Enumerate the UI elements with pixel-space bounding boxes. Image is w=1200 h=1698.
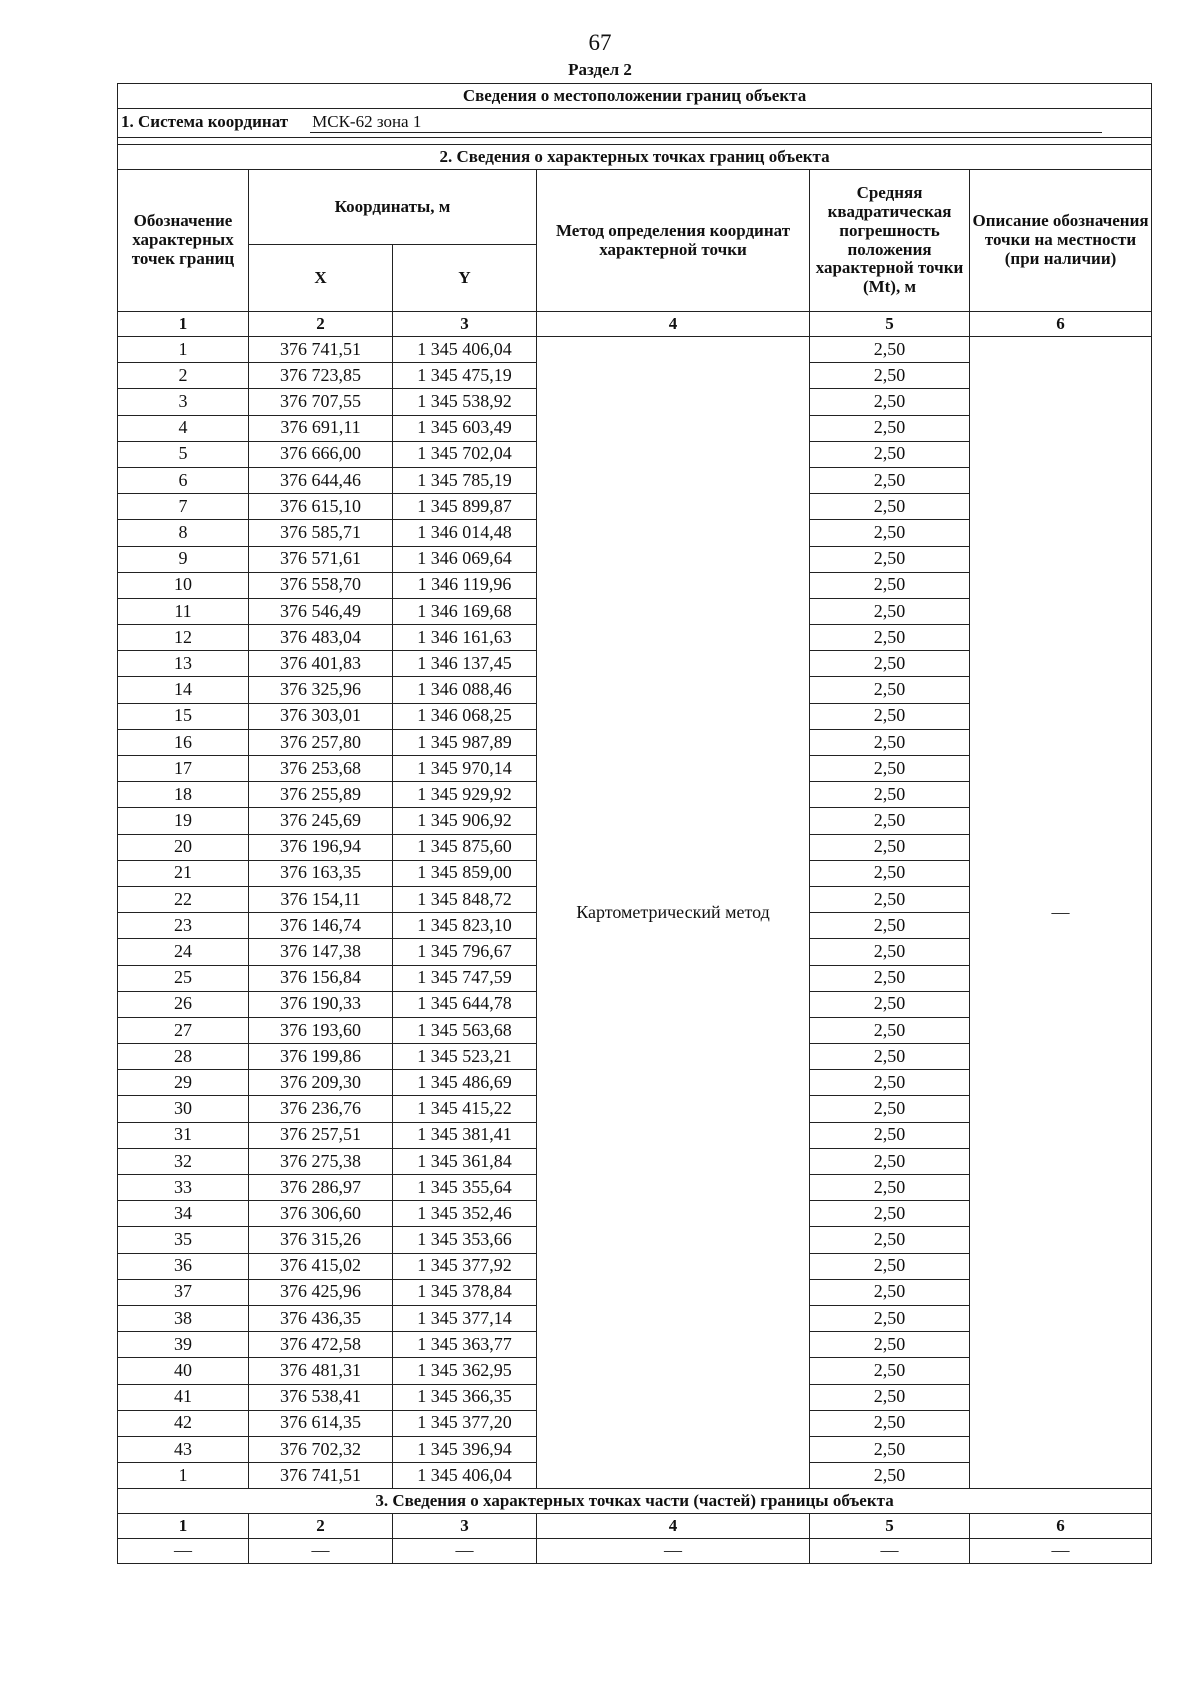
point-number-cell: 25: [118, 965, 249, 991]
y-coordinate-cell: 1 346 169,68: [393, 598, 537, 624]
mt-error-cell: 2,50: [810, 1096, 970, 1122]
mt-error-cell: 2,50: [810, 625, 970, 651]
point-number-cell: 22: [118, 886, 249, 912]
mt-error-cell: 2,50: [810, 913, 970, 939]
mt-error-cell: 2,50: [810, 860, 970, 886]
point-number-cell: 13: [118, 651, 249, 677]
y-coordinate-cell: 1 345 377,14: [393, 1305, 537, 1331]
point-number-cell: 36: [118, 1253, 249, 1279]
x-coordinate-cell: 376 723,85: [249, 363, 393, 389]
y-coordinate-cell: 1 345 377,92: [393, 1253, 537, 1279]
point-number-cell: 11: [118, 598, 249, 624]
point-number-cell: 12: [118, 625, 249, 651]
mt-error-cell: 2,50: [810, 441, 970, 467]
column-number: 5: [810, 1514, 970, 1539]
parts-cell: —: [393, 1539, 537, 1564]
point-number-cell: 10: [118, 572, 249, 598]
mt-error-cell: 2,50: [810, 756, 970, 782]
point-number-cell: 28: [118, 1044, 249, 1070]
y-coordinate-cell: 1 345 523,21: [393, 1044, 537, 1070]
x-coordinate-cell: 376 415,02: [249, 1253, 393, 1279]
x-coordinate-cell: 376 257,80: [249, 729, 393, 755]
mt-error-cell: 2,50: [810, 494, 970, 520]
coordinate-system-row: [118, 109, 1152, 138]
mt-error-cell: 2,50: [810, 1463, 970, 1489]
mt-error-cell: 2,50: [810, 1358, 970, 1384]
point-number-cell: 29: [118, 1070, 249, 1096]
point-number-cell: 21: [118, 860, 249, 886]
mt-error-cell: 2,50: [810, 572, 970, 598]
x-coordinate-cell: 376 253,68: [249, 756, 393, 782]
y-coordinate-cell: 1 345 603,49: [393, 415, 537, 441]
mt-error-cell: 2,50: [810, 651, 970, 677]
x-coordinate-cell: 376 156,84: [249, 965, 393, 991]
y-coordinate-cell: 1 345 415,22: [393, 1096, 537, 1122]
point-number-cell: 1: [118, 337, 249, 363]
x-coordinate-cell: 376 325,96: [249, 677, 393, 703]
x-coordinate-cell: 376 585,71: [249, 520, 393, 546]
column-number: 2: [249, 1514, 393, 1539]
y-coordinate-cell: 1 345 352,46: [393, 1201, 537, 1227]
mt-error-cell: 2,50: [810, 1201, 970, 1227]
y-coordinate-cell: 1 345 796,67: [393, 939, 537, 965]
mt-error-cell: 2,50: [810, 415, 970, 441]
y-coordinate-cell: 1 345 906,92: [393, 808, 537, 834]
mt-error-cell: 2,50: [810, 834, 970, 860]
coordinate-system-value: МСК-62 зона 1: [310, 113, 1102, 133]
mt-error-cell: 2,50: [810, 1175, 970, 1201]
x-coordinate-cell: 376 707,55: [249, 389, 393, 415]
y-coordinate-cell: 1 345 987,89: [393, 729, 537, 755]
x-coordinate-cell: 376 666,00: [249, 441, 393, 467]
mt-error-cell: 2,50: [810, 1384, 970, 1410]
x-coordinate-cell: 376 255,89: [249, 782, 393, 808]
table-row: [118, 337, 1152, 363]
point-number-cell: 23: [118, 913, 249, 939]
x-coordinate-cell: 376 483,04: [249, 625, 393, 651]
x-coordinate-cell: 376 436,35: [249, 1305, 393, 1331]
description-cell: —: [970, 337, 1152, 1489]
x-coordinate-cell: 376 691,11: [249, 415, 393, 441]
point-number-cell: 24: [118, 939, 249, 965]
header-designation: Обозначение характерных точек границ: [118, 170, 249, 312]
mt-error-cell: 2,50: [810, 1070, 970, 1096]
y-coordinate-cell: 1 345 396,94: [393, 1436, 537, 1462]
mt-error-cell: 2,50: [810, 1436, 970, 1462]
y-coordinate-cell: 1 345 406,04: [393, 337, 537, 363]
mt-error-cell: 2,50: [810, 1305, 970, 1331]
y-coordinate-cell: 1 345 563,68: [393, 1017, 537, 1043]
x-coordinate-cell: 376 209,30: [249, 1070, 393, 1096]
y-coordinate-cell: 1 345 366,35: [393, 1384, 537, 1410]
x-coordinate-cell: 376 614,35: [249, 1410, 393, 1436]
y-coordinate-cell: 1 345 377,20: [393, 1410, 537, 1436]
x-coordinate-cell: 376 472,58: [249, 1332, 393, 1358]
point-number-cell: 35: [118, 1227, 249, 1253]
x-coordinate-cell: 376 190,33: [249, 991, 393, 1017]
y-coordinate-cell: 1 345 353,66: [393, 1227, 537, 1253]
point-number-cell: 14: [118, 677, 249, 703]
y-coordinate-cell: 1 345 702,04: [393, 441, 537, 467]
point-number-cell: 30: [118, 1096, 249, 1122]
x-coordinate-cell: 376 196,94: [249, 834, 393, 860]
mt-error-cell: 2,50: [810, 337, 970, 363]
mt-error-cell: 2,50: [810, 1122, 970, 1148]
mt-error-cell: 2,50: [810, 467, 970, 493]
mt-error-cell: 2,50: [810, 598, 970, 624]
mt-error-cell: 2,50: [810, 965, 970, 991]
x-coordinate-cell: 376 286,97: [249, 1175, 393, 1201]
header-error: Средняя квадратическая погрешность положения характерной точки (Mt), м: [810, 170, 970, 312]
mt-error-cell: 2,50: [810, 939, 970, 965]
column-number: 6: [970, 312, 1152, 337]
point-number-cell: 6: [118, 467, 249, 493]
y-coordinate-cell: 1 345 785,19: [393, 467, 537, 493]
y-coordinate-cell: 1 345 899,87: [393, 494, 537, 520]
parts-cell: —: [249, 1539, 393, 1564]
x-coordinate-cell: 376 154,11: [249, 886, 393, 912]
y-coordinate-cell: 1 345 362,95: [393, 1358, 537, 1384]
point-number-cell: 19: [118, 808, 249, 834]
point-number-cell: 18: [118, 782, 249, 808]
column-number: 4: [537, 312, 810, 337]
y-coordinate-cell: 1 345 406,04: [393, 1463, 537, 1489]
column-number: 6: [970, 1514, 1152, 1539]
points-section-title: 2. Сведения о характерных точках границ объекта: [118, 145, 1152, 170]
point-number-cell: 2: [118, 363, 249, 389]
method-cell: Картометрический метод: [537, 337, 810, 1489]
mt-error-cell: 2,50: [810, 363, 970, 389]
y-coordinate-cell: 1 345 859,00: [393, 860, 537, 886]
column-number: 2: [249, 312, 393, 337]
y-coordinate-cell: 1 345 538,92: [393, 389, 537, 415]
x-coordinate-cell: 376 245,69: [249, 808, 393, 834]
mt-error-cell: 2,50: [810, 1017, 970, 1043]
point-number-cell: 41: [118, 1384, 249, 1410]
x-coordinate-cell: 376 615,10: [249, 494, 393, 520]
point-number-cell: 27: [118, 1017, 249, 1043]
y-coordinate-cell: 1 346 161,63: [393, 625, 537, 651]
header-method: Метод определения координат характерной точки: [537, 170, 810, 312]
mt-error-cell: 2,50: [810, 546, 970, 572]
x-coordinate-cell: 376 571,61: [249, 546, 393, 572]
y-coordinate-cell: 1 346 069,64: [393, 546, 537, 572]
parts-row: [118, 1539, 1152, 1564]
y-coordinate-cell: 1 345 486,69: [393, 1070, 537, 1096]
y-coordinate-cell: 1 346 137,45: [393, 651, 537, 677]
x-coordinate-cell: 376 644,46: [249, 467, 393, 493]
point-number-cell: 39: [118, 1332, 249, 1358]
x-coordinate-cell: 376 199,86: [249, 1044, 393, 1070]
point-number-cell: 37: [118, 1279, 249, 1305]
point-number-cell: 5: [118, 441, 249, 467]
x-coordinate-cell: 376 257,51: [249, 1122, 393, 1148]
y-coordinate-cell: 1 345 378,84: [393, 1279, 537, 1305]
mt-error-cell: 2,50: [810, 808, 970, 834]
parts-cell: —: [537, 1539, 810, 1564]
header-description: Описание обозначения точки на местности (при наличии): [970, 170, 1152, 312]
mt-error-cell: 2,50: [810, 1410, 970, 1436]
parts-cell: —: [970, 1539, 1152, 1564]
y-coordinate-cell: 1 345 823,10: [393, 913, 537, 939]
point-number-cell: 4: [118, 415, 249, 441]
spacer-row: [118, 138, 1152, 145]
mt-error-cell: 2,50: [810, 389, 970, 415]
column-number: 1: [118, 1514, 249, 1539]
x-coordinate-cell: 376 163,35: [249, 860, 393, 886]
mt-error-cell: 2,50: [810, 729, 970, 755]
point-number-cell: 33: [118, 1175, 249, 1201]
x-coordinate-cell: 376 425,96: [249, 1279, 393, 1305]
header-x: X: [249, 245, 393, 312]
point-number-cell: 31: [118, 1122, 249, 1148]
page-number: 67: [588, 30, 612, 55]
y-coordinate-cell: 1 345 475,19: [393, 363, 537, 389]
column-number: 1: [118, 312, 249, 337]
y-coordinate-cell: 1 345 644,78: [393, 991, 537, 1017]
y-coordinate-cell: 1 345 929,92: [393, 782, 537, 808]
point-number-cell: 7: [118, 494, 249, 520]
column-number: 5: [810, 312, 970, 337]
mt-error-cell: 2,50: [810, 1148, 970, 1174]
x-coordinate-cell: 376 306,60: [249, 1201, 393, 1227]
point-number-cell: 3: [118, 389, 249, 415]
x-coordinate-cell: 376 702,32: [249, 1436, 393, 1462]
x-coordinate-cell: 376 481,31: [249, 1358, 393, 1384]
y-coordinate-cell: 1 345 875,60: [393, 834, 537, 860]
point-number-cell: 43: [118, 1436, 249, 1462]
y-coordinate-cell: 1 346 014,48: [393, 520, 537, 546]
x-coordinate-cell: 376 147,38: [249, 939, 393, 965]
x-coordinate-cell: 376 303,01: [249, 703, 393, 729]
x-coordinate-cell: 376 546,49: [249, 598, 393, 624]
point-number-cell: 40: [118, 1358, 249, 1384]
y-coordinate-cell: 1 345 747,59: [393, 965, 537, 991]
section-title: Раздел 2: [568, 60, 632, 79]
coordinate-system-label: 1. Система координат: [121, 112, 289, 132]
point-number-cell: 9: [118, 546, 249, 572]
mt-error-cell: 2,50: [810, 1227, 970, 1253]
y-coordinate-cell: 1 346 119,96: [393, 572, 537, 598]
y-coordinate-cell: 1 345 381,41: [393, 1122, 537, 1148]
mt-error-cell: 2,50: [810, 1332, 970, 1358]
mt-error-cell: 2,50: [810, 677, 970, 703]
y-coordinate-cell: 1 345 361,84: [393, 1148, 537, 1174]
point-number-cell: 42: [118, 1410, 249, 1436]
point-number-cell: 38: [118, 1305, 249, 1331]
point-number-cell: 20: [118, 834, 249, 860]
mt-error-cell: 2,50: [810, 782, 970, 808]
parts-cell: —: [810, 1539, 970, 1564]
x-coordinate-cell: 376 315,26: [249, 1227, 393, 1253]
point-number-cell: 26: [118, 991, 249, 1017]
mt-error-cell: 2,50: [810, 1253, 970, 1279]
x-coordinate-cell: 376 193,60: [249, 1017, 393, 1043]
column-number: 3: [393, 1514, 537, 1539]
x-coordinate-cell: 376 146,74: [249, 913, 393, 939]
y-coordinate-cell: 1 345 848,72: [393, 886, 537, 912]
parts-section-title: 3. Сведения о характерных точках части (частей) границы объекта: [118, 1489, 1152, 1514]
y-coordinate-cell: 1 345 970,14: [393, 756, 537, 782]
column-number: 4: [537, 1514, 810, 1539]
mt-error-cell: 2,50: [810, 886, 970, 912]
boundary-table: [117, 83, 1152, 1564]
header-coordinates: Координаты, м: [249, 170, 537, 245]
point-number-cell: 17: [118, 756, 249, 782]
point-number-cell: 34: [118, 1201, 249, 1227]
point-number-cell: 15: [118, 703, 249, 729]
point-number-cell: 1: [118, 1463, 249, 1489]
x-coordinate-cell: 376 401,83: [249, 651, 393, 677]
mt-error-cell: 2,50: [810, 703, 970, 729]
parts-cell: —: [118, 1539, 249, 1564]
point-number-cell: 16: [118, 729, 249, 755]
point-number-cell: 32: [118, 1148, 249, 1174]
x-coordinate-cell: 376 558,70: [249, 572, 393, 598]
column-number: 3: [393, 312, 537, 337]
x-coordinate-cell: 376 538,41: [249, 1384, 393, 1410]
point-number-cell: 8: [118, 520, 249, 546]
mt-error-cell: 2,50: [810, 991, 970, 1017]
x-coordinate-cell: 376 741,51: [249, 1463, 393, 1489]
y-coordinate-cell: 1 346 088,46: [393, 677, 537, 703]
y-coordinate-cell: 1 345 355,64: [393, 1175, 537, 1201]
mt-error-cell: 2,50: [810, 520, 970, 546]
y-coordinate-cell: 1 346 068,25: [393, 703, 537, 729]
mt-error-cell: 2,50: [810, 1044, 970, 1070]
mt-error-cell: 2,50: [810, 1279, 970, 1305]
x-coordinate-cell: 376 741,51: [249, 337, 393, 363]
y-coordinate-cell: 1 345 363,77: [393, 1332, 537, 1358]
x-coordinate-cell: 376 236,76: [249, 1096, 393, 1122]
header-y: Y: [393, 245, 537, 312]
x-coordinate-cell: 376 275,38: [249, 1148, 393, 1174]
table-title: Сведения о местоположении границ объекта: [118, 84, 1152, 109]
